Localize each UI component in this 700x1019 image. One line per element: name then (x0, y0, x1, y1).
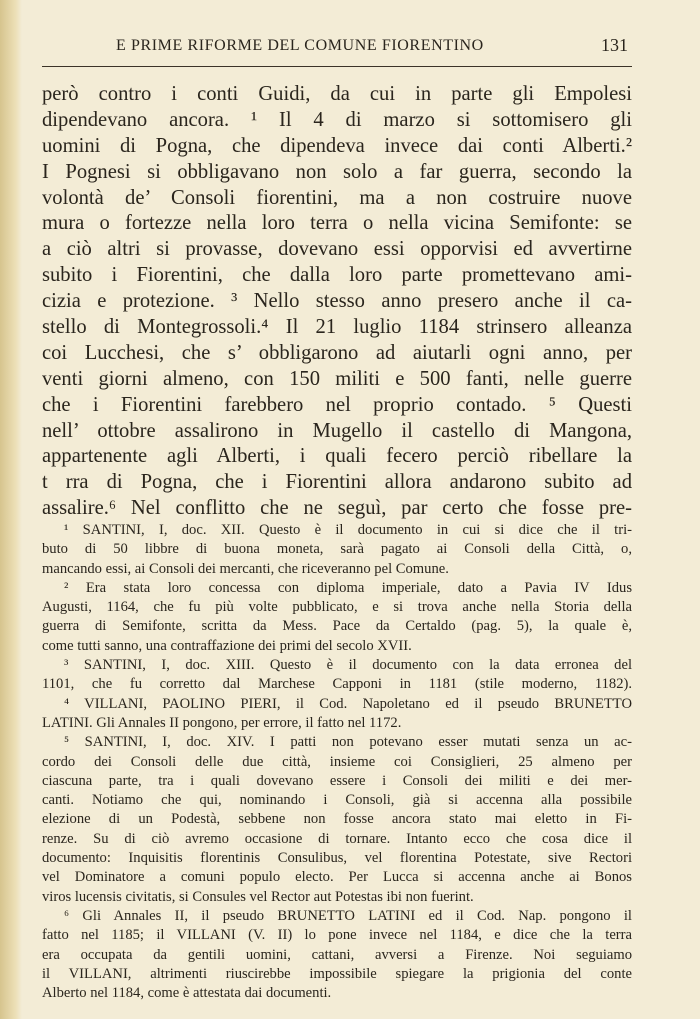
footnote-line: ⁶ Gli Annales II, il pseudo BRUNETTO LATINI ed il Cod. Nap. pongono il (64, 907, 632, 924)
footnote-line: ³ SANTINI, I, doc. XIII. Questo è il documento con la data erronea del (64, 657, 632, 674)
body-line: t rra di Pogna, che i Fiorentini allora andarono subito ad (42, 471, 632, 494)
footnote-line: come tutti sanno, una contraffazione dei primi del secolo XVII. (42, 637, 412, 654)
footnote-line: vel Dominatore a comuni populo electo. Per Lucca si accenna anche ai Bonos (42, 869, 632, 886)
book-page (42, 0, 632, 1019)
footnote-line: fatto nel 1185; il VILLANI (V. II) lo pone invece nel 1184, e dice che la terra (42, 927, 632, 944)
footnote-line: viros lucensis civitatis, si Consules vel Rector aut Potestas ibi non fuerint. (42, 888, 474, 905)
footnote-line: ⁵ SANTINI, I, doc. XIV. I patti non potevano esser mutati senza un ac- (64, 734, 632, 751)
footnote-line: Augusti, 1164, che fu più volte pubblicato, e si trova anche nella Storia della (42, 599, 632, 616)
body-line: appartenente agli Alberti, i quali fecero perciò ribellare la (42, 445, 632, 468)
body-line: nell’ ottobre assalirono in Mugello il castello di Mangona, (42, 419, 632, 442)
footnote-line: mancando essi, ai Consoli dei mercanti, che riceveranno pel Comune. (42, 560, 449, 577)
body-line: cizia e protezione. ³ Nello stesso anno presero anche il ca- (42, 290, 632, 313)
footnote-line: il VILLANI, altrimenti riuscirebbe impossibile spiegare la prigionia del conte (42, 965, 632, 982)
footnote-line: era occupata da gentili uomini, cattani, avversi a Firenze. Noi seguiamo (42, 946, 632, 963)
body-line: volontà de’ Consoli fiorentini, ma a non costruire nuove (42, 186, 632, 209)
body-line: I Pognesi si obbligavano non solo a far guerra, secondo la (42, 160, 632, 183)
page-number: 131 (601, 35, 628, 55)
body-line: assalire.⁶ Nel conflitto che ne seguì, par certo che fosse pre- (42, 497, 632, 520)
body-line: mura o fortezze nella loro terra o nella vicina Semifonte: se (42, 212, 632, 235)
footnote-line: documento: Inquisitis florentinis Consulibus, vel florentina Potestate, sive Rectori (42, 850, 632, 867)
body-line: dipendevano ancora. ¹ Il 4 di marzo si sottomisero gli (42, 108, 632, 131)
footnotes (42, 521, 632, 1003)
header-rule (42, 66, 632, 67)
body-line: però contro i conti Guidi, da cui in parte gli Empolesi (42, 83, 632, 105)
footnote-line: elezione di un Podestà, sebbene non fosse ancora stato mai eletto in Fi- (42, 811, 632, 828)
body-line: stello di Montegrossoli.⁴ Il 21 luglio 1184 strinsero alleanza (42, 316, 632, 339)
footnote-line: ¹ SANTINI, I, doc. XII. Questo è il documento in cui si dice che il tri- (64, 522, 632, 538)
footnote-line: ciascuna parte, tra i quali dovevano essere i Consoli dei militi e dei mer- (42, 772, 632, 789)
footnote-line: buto di 50 libbre di buona moneta, sarà pagato ai Consoli della Città, o, (42, 541, 632, 558)
footnote-line: LATINI. Gli Annales II pongono, per errore, il fatto nel 1172. (42, 714, 402, 731)
body-line: venti giorni almeno, con 150 militi e 500 fanti, nelle guerre (42, 367, 632, 390)
running-head-title: E PRIME RIFORME DEL COMUNE FIORENTINO (116, 37, 484, 54)
main-text (42, 82, 632, 522)
body-line: uomini di Pogna, che dipendeva invece dai conti Alberti.² (42, 134, 632, 157)
footnote-line: ² Era stata loro concessa con diploma imperiale, dato a Pavia IV Idus (64, 579, 632, 596)
footnote-line: cordo dei Consoli delle due città, insieme coi Consiglieri, 25 almeno per (42, 753, 632, 770)
page-edge-shadow (0, 0, 22, 1019)
footnote-line: renze. Su di ciò avremo occasione di tornare. Intanto ecco che cosa dice il (42, 830, 632, 847)
body-line: subito i Fiorentini, che dalla loro parte promettevano ami- (42, 264, 632, 287)
footnote-line: Alberto nel 1184, come è attestata dai documenti. (42, 985, 332, 1002)
footnote-line: guerra di Semifonte, scritta da Mess. Pace da Certaldo (pag. 5), la quale è, (42, 618, 632, 635)
body-line: a ciò altri si provasse, dovevano essi opporvisi ed avvertirne (42, 238, 632, 261)
footnote-line: 1101, che fu corretto dal Marchese Capponi in 1181 (stile moderno, 1182). (42, 676, 632, 693)
body-line: che i Fiorentini farebbero nel proprio contado. ⁵ Questi (42, 393, 632, 416)
footnote-line: ⁴ VILLANI, PAOLINO PIERI, il Cod. Napoletano ed il pseudo BRUNETTO (64, 695, 632, 712)
running-head (42, 37, 632, 61)
footnote-line: canti. Notiamo che qui, nominando i Consoli, già si accenna alla possibile (42, 792, 632, 809)
body-line: coi Lucchesi, che s’ obbligarono ad aiutarli ogni anno, per (42, 341, 632, 364)
